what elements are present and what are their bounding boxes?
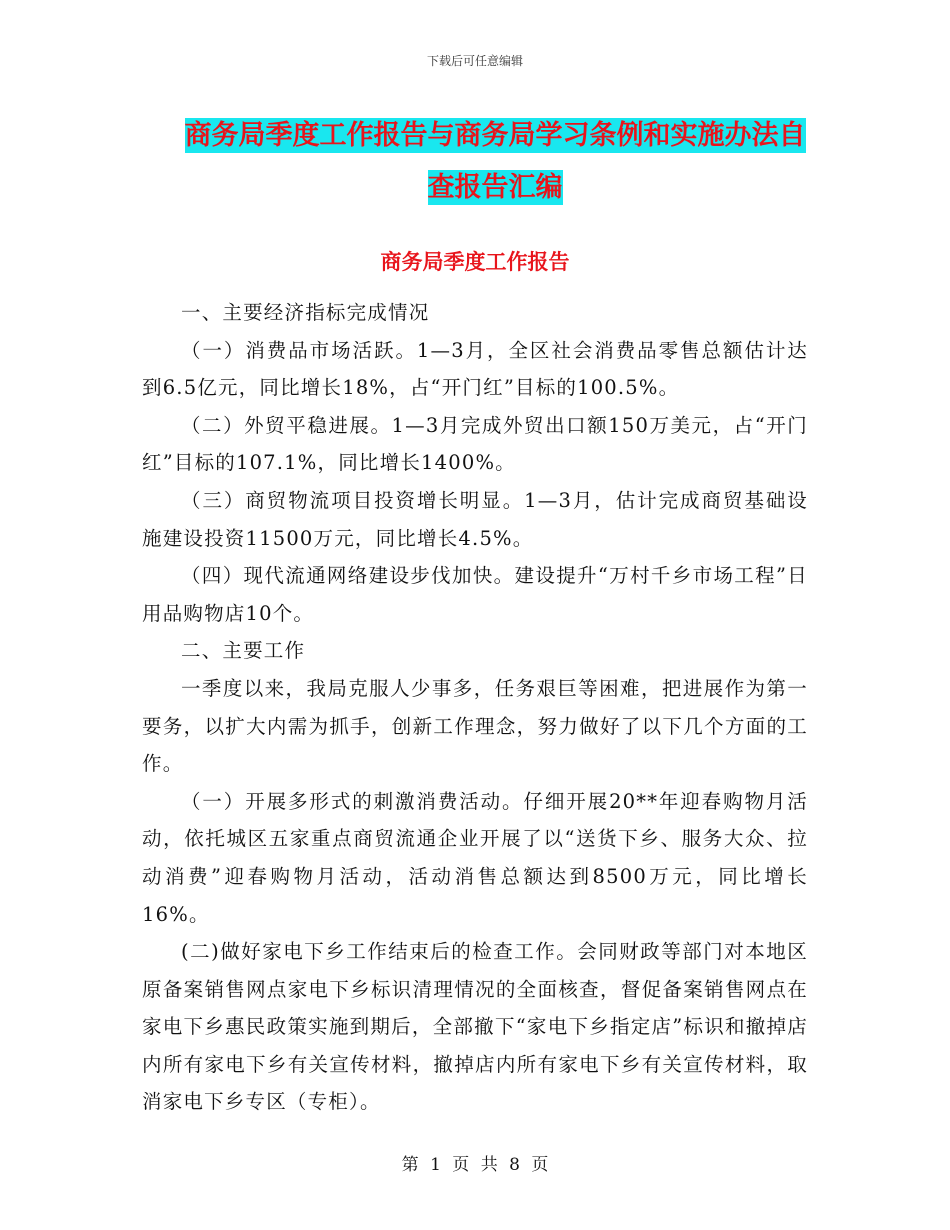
header-note: 下载后可任意编辑	[426, 54, 523, 68]
paragraph: （三）商贸物流项目投资增长明显。1—3月，估计完成商贸基础设施建设投资11500万元，同比增长4.5%。	[142, 488, 808, 550]
document-title	[150, 110, 840, 214]
paragraph-heading-2: 二、主要工作	[181, 639, 306, 663]
paragraph-heading-1: 一、主要经济指标完成情况	[181, 301, 430, 324]
paragraph: （四）现代流通网络建设步伐加快。建设提升“万村千乡市场工程”日用品购物店10个。	[142, 564, 808, 625]
paragraph: （二）外贸平稳进展。1—3月完成外贸出口额150万美元，占“开门红”目标的107.1%，同比增长1400%。	[142, 413, 808, 475]
paragraph: （一）开展多形式的刺激消费活动。仔细开展20**年迎春购物月活动，依托城区五家重点商贸流通企业开展了以“送货下乡、服务大众、拉动消费”迎春购物月活动，活动消售总额达到8500万元，同比增长16%。	[142, 789, 808, 926]
document-title-line-2: 查报告汇编	[427, 172, 563, 203]
page-footer: 第 1 页 共 8 页	[401, 1155, 549, 1175]
paragraph: (二)做好家电下乡工作结束后的检查工作。会同财政等部门对本地区原备案销售网点家电下乡标识清理情况的全面核查，督促备案销售网点在家电下乡惠民政策实施到期后，全部撤下“家电下乡指定店”标识和撤掉店内所有家电下乡有关宣传材料，撤掉店内所有家电下乡有关宣传材料，取消家电下乡专区（专柜）。	[142, 940, 808, 1114]
section-title: 商务局季度工作报告	[380, 249, 570, 274]
document-title-line-1: 商务局季度工作报告与商务局学习条例和实施办法自	[184, 120, 806, 151]
paragraph: 一季度以来，我局克服人少事多，任务艰巨等困难，把进展作为第一要务，以扩大内需为抓手，创新工作理念，努力做好了以下几个方面的工作。	[142, 676, 808, 776]
body-text	[142, 294, 808, 1121]
paragraph: （一）消费品市场活跃。1—3月，全区社会消费品零售总额估计达到6.5亿元，同比增长18%，占“开门红”目标的100.5%。	[142, 338, 808, 400]
